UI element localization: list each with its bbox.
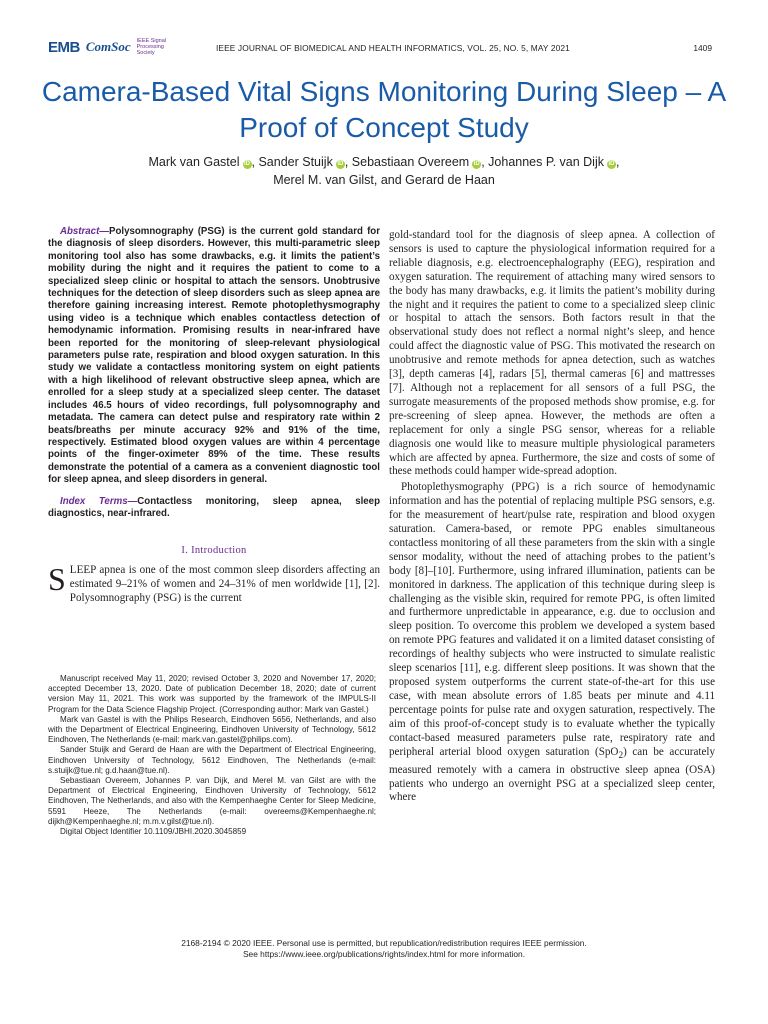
- footnote-affiliation: Sebastiaan Overeem, Johannes P. van Dijk, and Merel M. van Gilst are with the Department of Electrical Engineering, Eindhoven University of Technology, 5612 Eindhoven, The Netherlands, and also with the Kempenhaeghe Center for Sleep Medicine, 5591 Heeze, The Netherlands (e-mail: overeems@Kempenhaeghe.nl; dijkh@Kempenhaeghe.nl; m.m.v.gilst@tue.nl).: [48, 776, 376, 826]
- abstract: [48, 226, 380, 487]
- author-name: Sander Stuijk: [258, 155, 333, 169]
- paper-title: Camera-Based Vital Signs Monitoring During Sleep – A Proof of Concept Study: [41, 76, 727, 143]
- author-name: Johannes P. van Dijk: [488, 155, 604, 169]
- left-column: [48, 226, 380, 606]
- abstract-text: Polysomnography (PSG) is the current gold standard for the diagnosis of sleep disorders. However, this multi-parametric sleep monitoring tool also has some drawbacks, e.g. it limits the patient’s mobility during the night and it requires the patient to come to a specialized sleep clinic or hospital to attach the sensors. Unobtrusive techniques for the detection of sleep disorders such as sleep apnea are therefore gaining increasing interest. Remote photoplethysmography using video is a technique which enables contactless detection of hemodynamic information. Promising results in near-infrared have been reported for the monitoring of sleep-relevant physiological parameters pulse rate, respiration and blood oxygen saturation. In this study we validate a contactless monitoring system on eight patients with a high likelihood of relevant obstructive sleep apnea, which are enrolled for a sleep study at a specialized sleep center. The dataset includes 46.5 hours of video recordings, full polysomnography and metadata. The camera can detect pulse and respiratory rate within 2 beats/breaths per minute accuracy 92% and 91% of the time, respectively. Estimated blood oxygen values are within 4 percentage points of the finger-oximeter 89% of the time. These results demonstrate the potential of a camera as a convenient diagnostic tool for sleep apnea, and sleep disorders in general.: [48, 226, 380, 486]
- footnote-manuscript: Manuscript received May 11, 2020; revised October 3, 2020 and November 17, 2020; accepted December 13, 2020. Date of publication December 18, 2020; date of current version May 11, 2021. This work was supported by the framework of the IMPULS-II Program for the Data Science Flagship Project. (Corresponding author: Mark van Gastel.): [48, 674, 376, 714]
- intro-text: LEEP apnea is one of the most common sleep disorders affecting an estimated 9–21% of women and 24–31% of men worldwide [1], [2]. Polysomnography (PSG) is the current: [69, 564, 380, 605]
- copyright-footer: [0, 938, 768, 960]
- author-name: Mark van Gastel: [148, 155, 240, 169]
- footnote-affiliation: Mark van Gastel is with the Philips Research, Eindhoven 5656, Netherlands, and also with the Department of Electrical Engineering, Eindhoven University of Technology, 5612 Eindhoven, The Netherlands (e-mail: mark.van.gastel@philips.com).: [48, 714, 376, 745]
- right-column: [389, 229, 715, 805]
- journal-citation: IEEE JOURNAL OF BIOMEDICAL AND HEALTH INFORMATICS, VOL. 25, NO. 5, MAY 2021: [216, 43, 570, 53]
- emb-logo: EMB: [48, 38, 80, 56]
- running-header: [48, 38, 712, 66]
- society-logos: [48, 38, 167, 56]
- orcid-icon[interactable]: iD: [608, 161, 615, 167]
- body-paragraph: gold-standard tool for the diagnosis of sleep apnea. A collection of sensors is used to capture the physiological information required for a reliable diagnosis, e.g. electroencephalography (EEG), respiration and oxygen saturation. The requirement of attaching many wired sensors to the body has many drawbacks, e.g. it limits the patient’s mobility during the night and it requires the patient to come to a specialized sleep clinic or hospital to attach the sensors. Both factors result in that the observational study does not reflect a normal night’s sleep, and hence could affect the diagnostic value of PSG. This motivated the research on unobtrusive and remote methods for apnea detection, such as watches [3], depth cameras [4], radars [5], thermal cameras [6] and mattresses [7]. Although not a replacement for all sensors of a full PSG, the surrogate measurements of the proposed methods show promise, e.g. for pre-screening of sleep apnea. However, the methods are often a replacement for only a single PSG sensor, whereas for a reliable diagnosis one would like to measure multiple physiological parameters which are affected by apnea. Furthermore, the size and costs of some of these methods could hamper wide-spread adoption.: [389, 229, 715, 478]
- abstract-label: Abstract—: [60, 226, 109, 237]
- index-terms-label: Index Terms—: [60, 495, 138, 507]
- page-number: 1409: [693, 43, 712, 53]
- orcid-icon[interactable]: iD: [244, 161, 251, 167]
- author-name: Sebastiaan Overeem: [351, 155, 470, 169]
- footnote-affiliation: Sander Stuijk and Gerard de Haan are with the Department of Electrical Engineering, Eindhoven University of Technology, 5612 Eindhoven, The Netherlands (e-mail: s.stuijk@tue.nl; g.d.haan@tue.nl).: [48, 745, 376, 775]
- sps-logo: IEEE Signal Processing Society: [136, 38, 166, 56]
- copyright-line: 2168-2194 © 2020 IEEE. Personal use is permitted, but republication/redistribution requires IEEE permission.: [181, 938, 587, 948]
- body-paragraph: [389, 481, 715, 805]
- intro-paragraph: [48, 561, 380, 606]
- index-terms: [48, 496, 380, 521]
- subscript: 2: [618, 750, 624, 761]
- footnote-doi: Digital Object Identifier 10.1109/JBHI.2020.3045859: [60, 827, 247, 837]
- author-list: Mark van Gastel iD , Sander Stuijk iD , Sebastiaan Overeem iD , Johannes P. van Dijk iD , Merel M. van Gilst, and Gerard de Haan: [148, 155, 620, 187]
- drop-cap: S: [48, 561, 66, 598]
- body-text: ) can be accurately measured remotely with a camera in obstructive sleep apnea (OSA) patients who undergo an overnight PSG at a specialized sleep center, where: [389, 745, 715, 804]
- orcid-icon[interactable]: iD: [337, 161, 344, 167]
- author-names-line2: Merel M. van Gilst, and Gerard de Haan: [273, 173, 495, 187]
- orcid-icon[interactable]: iD: [473, 161, 480, 167]
- index-terms-text: Contactless monitoring, sleep apnea, sleep diagnostics, near-infrared.: [48, 495, 380, 519]
- rights-link[interactable]: See https://www.ieee.org/publications/rights/index.html for more information.: [242, 949, 526, 959]
- body-text: Photoplethysmography (PPG) is a rich source of hemodynamic information and has the potential of replacing multiple PSG sensors, e.g. for the measurement of heart/pulse rate, respiration and blood oxygen saturation. Camera-based, or remote PPG enables simultaneous contactless monitoring of all these parameters from the skin with a single sensor modality, without the need of attaching probes to the patient’s body [8]–[10]. Furthermore, using infrared illumination, patients can be monitored in darkness. The application of this technique during sleep is challenging as the visible skin, required for remote PPG, is often limited and furthermore unpredictable in appearance, e.g. due to occlusion and sleep position. To overcome this problem we developed a system based on remote PPG features and validated it on a limited dataset consisting of recordings of healthy subjects who were instructed to simulate realistic sleep scenarios [11], e.g. different sleep positions. It was shown that the proposed system outperforms the current state-of-the-art for this use case, with mean absolute errors of 1.85 beats per minute and 4.11 percentage points for pulse rate and oxygen saturation, respectively. The aim of this proof-of-concept study is to evaluate whether the typically contact-based measured parameters pulse rate, respiratory rate and peripheral arterial blood oxygen saturation (SpO: [389, 481, 715, 758]
- section-heading: I. Introduction: [181, 545, 247, 557]
- comsoc-logo: ComSoc: [85, 39, 131, 54]
- first-page-footnotes: [48, 674, 376, 837]
